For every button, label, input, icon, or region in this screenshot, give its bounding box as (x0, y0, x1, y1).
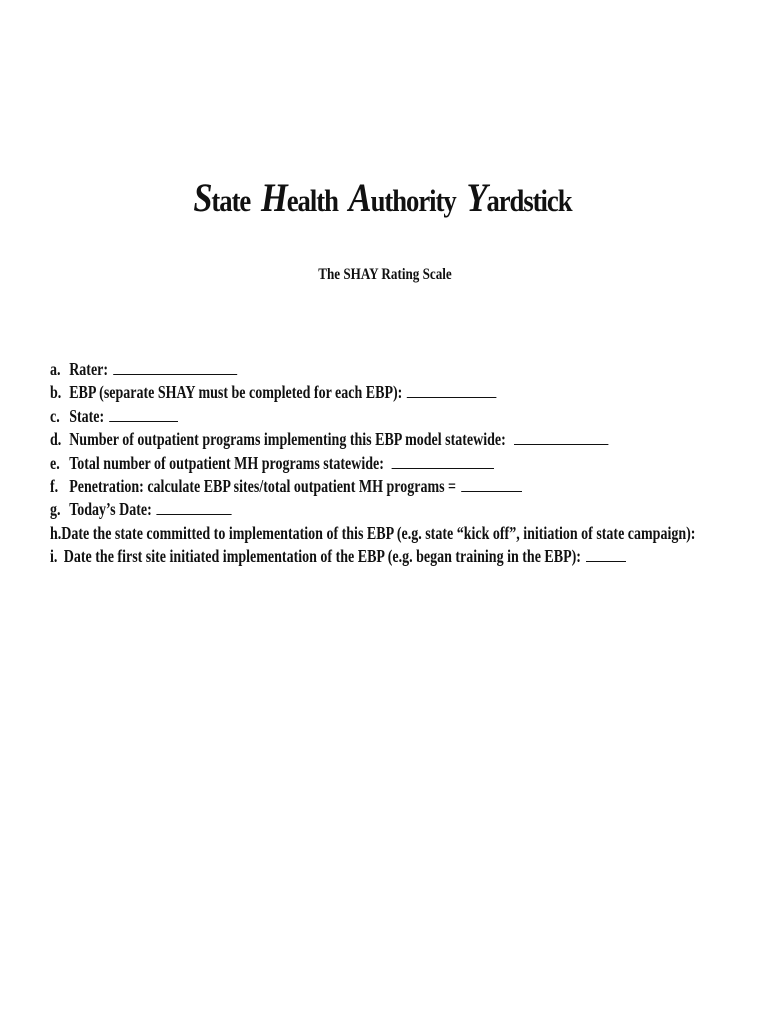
form-item-rater (50, 358, 626, 381)
title-word-authority: Authority (348, 175, 456, 220)
form-item-total-programs (50, 452, 626, 475)
title-word-state: State (193, 175, 251, 220)
todays-date-blank-line[interactable] (157, 500, 232, 515)
item-label: Penetration: calculate EBP sites/total outpatient MH programs = (69, 475, 457, 496)
total-programs-blank-line[interactable] (392, 454, 494, 469)
form-item-state (50, 405, 626, 428)
item-letter: e. (50, 452, 60, 473)
penetration-blank-line[interactable] (461, 477, 522, 492)
form-item-todays-date (50, 498, 626, 521)
item-label: State: (69, 405, 105, 426)
item-label: Date the state committed to implementation of this EBP (e.g. state “kick off”, initiation of state campaign): (61, 522, 696, 543)
form-item-state-committed-date (50, 522, 696, 545)
item-letter: a. (50, 359, 61, 379)
form-items (50, 358, 696, 569)
rater-blank-line[interactable] (113, 360, 237, 375)
item-letter: c. (50, 405, 60, 426)
form-item-first-site-date (50, 545, 626, 568)
item-letter: f. (50, 475, 59, 496)
item-label: EBP (separate SHAY must be completed for each EBP): (69, 382, 403, 403)
item-letter: g. (50, 499, 61, 520)
title-word-yardstick: Yardstick (466, 175, 572, 220)
item-letter: b. (50, 382, 62, 403)
item-letter: h. (50, 522, 62, 543)
item-label: Date the first site initiated implementation of the EBP (e.g. began training in the EBP): (63, 546, 581, 567)
state-blank-line[interactable] (109, 407, 178, 422)
item-label: Total number of outpatient MH programs statewide: (69, 452, 384, 473)
document-subtitle: The SHAY Rating Scale (318, 266, 452, 283)
ebp-blank-line[interactable] (407, 383, 497, 398)
item-label: Rater: (69, 359, 109, 379)
programs-implementing-blank-line[interactable] (514, 430, 608, 445)
form-item-programs-implementing (50, 428, 626, 451)
document-title (54, 174, 716, 221)
item-label: Today’s Date: (69, 499, 152, 520)
item-letter: i. (50, 546, 58, 567)
item-label: Number of outpatient programs implementing this EBP model statewide: (69, 429, 506, 450)
first-site-date-blank-line[interactable] (586, 547, 626, 562)
form-item-ebp (50, 381, 626, 404)
item-letter: d. (50, 429, 62, 450)
form-item-penetration (50, 475, 626, 498)
title-word-health: Health (261, 175, 338, 220)
